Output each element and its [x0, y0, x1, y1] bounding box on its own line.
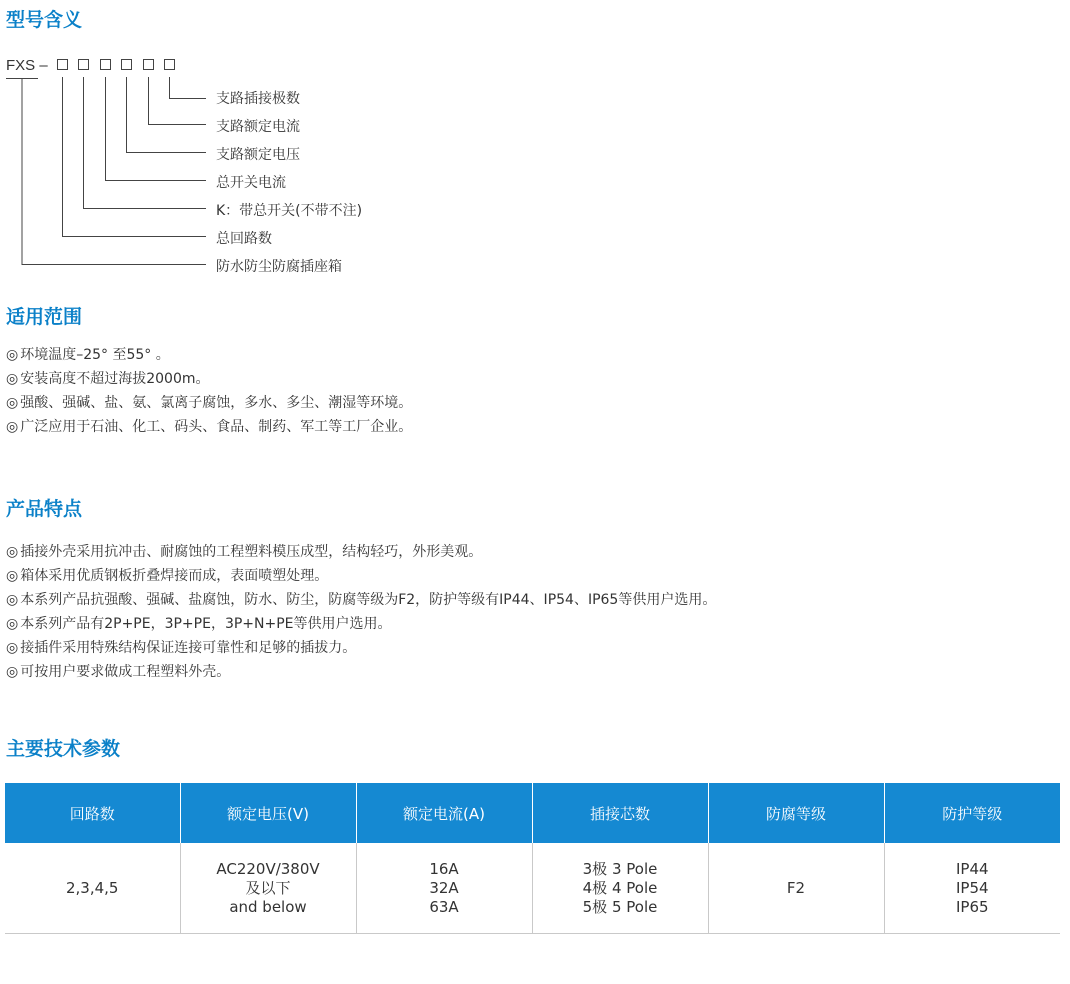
list-item: ◎ 环境温度–25° 至55° 。	[6, 347, 170, 363]
cell-protection-grade: IP44 IP54 IP65	[884, 843, 1060, 934]
header-poles: 插接芯数	[532, 783, 708, 843]
list-item: ◎ 插接外壳采用抗冲击、耐腐蚀的工程塑料模压成型，结构轻巧，外形美观。	[6, 544, 483, 560]
header-corrosion-grade: 防腐等级	[708, 783, 884, 843]
model-code-prefix: FXS –	[6, 57, 48, 74]
legend-branch-current: 支路额定电流	[216, 119, 300, 135]
scope-list	[6, 343, 412, 439]
cell-rated-current: 16A 32A 63A	[356, 843, 532, 934]
legend-total-circuits: 总回路数	[216, 231, 272, 247]
cell-corrosion-grade: F2	[708, 843, 884, 934]
table-header-row	[5, 783, 1060, 843]
list-item: ◎ 强酸、强碱、盐、氨、氯离子腐蚀，多水、多尘、潮湿等环境。	[6, 395, 413, 411]
list-item: ◎ 广泛应用于石油、化工、码头、食品、制药、军工等工厂企业。	[6, 419, 413, 435]
list-item: ◎ 接插件采用特殊结构保证连接可靠性和足够的插拔力。	[6, 640, 357, 656]
section-title-features: 产品特点	[6, 498, 83, 520]
model-tree-diagram	[0, 0, 220, 280]
list-item: ◎ 箱体采用优质钢板折叠焊接而成，表面喷塑处理。	[6, 568, 329, 584]
cell-circuits: 2,3,4,5	[5, 843, 180, 934]
table-row	[5, 843, 1060, 934]
list-item: ◎ 安装高度不超过海拔2000m。	[6, 371, 210, 387]
list-item: ◎ 本系列产品有2P+PE，3P+PE，3P+N+PE等供用户选用。	[6, 616, 392, 632]
legend-branch-voltage: 支路额定电压	[216, 147, 300, 163]
features-list	[6, 540, 716, 684]
list-item: ◎ 本系列产品抗强酸、强碱、盐腐蚀，防水、防尘，防腐等级为F2，防护等级有IP44、IP54、IP65等供用户选用。	[6, 592, 717, 608]
params-table	[5, 783, 1060, 934]
section-title-model-meaning: 型号含义	[6, 9, 83, 31]
header-rated-voltage: 额定电压(V)	[180, 783, 356, 843]
legend-main-switch: K：带总开关(不带不注)	[216, 203, 363, 219]
header-protection-grade: 防护等级	[884, 783, 1060, 843]
list-item: ◎ 可按用户要求做成工程塑料外壳。	[6, 664, 231, 680]
cell-rated-voltage: AC220V/380V 及以下 and below	[180, 843, 356, 934]
section-title-scope: 适用范围	[6, 306, 83, 328]
cell-poles: 3极 3 Pole 4极 4 Pole 5极 5 Pole	[532, 843, 708, 934]
header-circuits: 回路数	[5, 783, 180, 843]
legend-product-name: 防水防尘防腐插座箱	[216, 259, 342, 275]
header-rated-current: 额定电流(A)	[356, 783, 532, 843]
legend-branch-poles: 支路插接极数	[216, 91, 300, 107]
section-title-params: 主要技术参数	[6, 738, 121, 760]
legend-main-switch-current: 总开关电流	[216, 175, 286, 191]
